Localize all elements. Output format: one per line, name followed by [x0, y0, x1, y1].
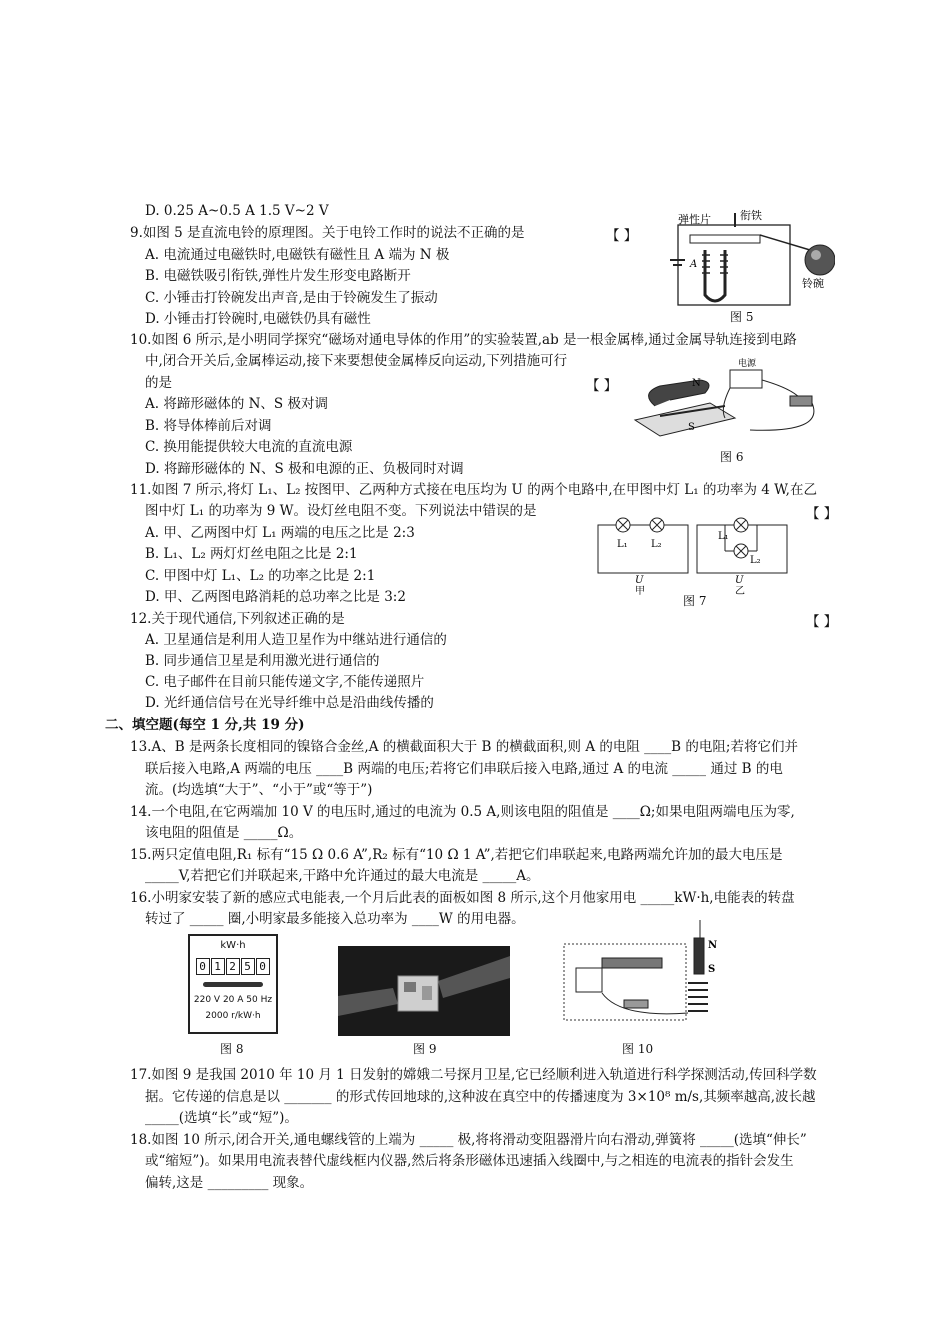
q17-line3: _____(选填“长”或“短”)。	[145, 1110, 298, 1126]
figure-8-energy-meter	[188, 934, 278, 1034]
fig8-digit: 2	[226, 958, 240, 975]
q16-line2: 转过了 _____ 圈,小明家最多能接入总功率为 ____W 的用电器。	[145, 911, 525, 927]
q11-option-a: A. 甲、乙两图中灯 L₁ 两端的电压之比是 2:3	[145, 525, 415, 541]
fig5-label-bowl: 铃碗	[802, 277, 824, 290]
figure-5-electric-bell	[660, 205, 835, 325]
figure-10-caption: 图 10	[622, 1042, 654, 1056]
q9-stem: 9.如图 5 是直流电铃的原理图。关于电铃工作时的说法不正确的是	[130, 225, 525, 241]
q12-option-a: A. 卫星通信是利用人造卫星作为中继站进行通信的	[145, 632, 447, 648]
q15-line2: _____V,若把它们并联起来,干路中允许通过的最大电流是 _____A。	[145, 868, 540, 884]
q10-stem-line3: 的是	[145, 375, 172, 391]
figure-10-solenoid-circuit	[560, 918, 730, 1030]
q13-line2: 联后接入电路,A 两端的电压 ____B 两端的电压;若将它们串联后接入电路,通过 A 的电流 _____ 通过 B 的电	[145, 761, 783, 777]
q17-line1: 17.如图 9 是我国 2010 年 10 月 1 日发射的嫦娥二号探月卫星,它已经顺利进入轨道进行科学探测活动,传回科学数	[130, 1067, 817, 1083]
fig7-yi-u: U	[735, 575, 744, 586]
q10-stem-line1: 10.如图 6 所示,是小明同学探究“磁场对通电导体的作用”的实验装置,ab 是一根金属棒,通过金属导轨连接到电路	[130, 332, 797, 348]
q8-option-d: D. 0.25 A~0.5 A 1.5 V~2 V	[145, 203, 329, 219]
q13-line3: 流。(均选填“大于”、“小于”或“等于”)	[145, 782, 373, 798]
q12-option-d: D. 光纤通信信号在光导纤维中总是沿曲线传播的	[145, 695, 434, 711]
fig7-label-jia: 甲	[635, 586, 645, 595]
q11-option-c: C. 甲图中灯 L₁、L₂ 的功率之比是 2:1	[145, 568, 376, 584]
fig7-jia-l2: L₂	[651, 539, 662, 550]
q10-stem-line2: 中,闭合开关后,金属棒运动,接下来要想使金属棒反向运动,下列措施可行	[145, 353, 568, 369]
figure-6-apparatus	[630, 358, 830, 443]
fig8-digit: 5	[241, 958, 255, 975]
fig6-label-n: N	[692, 378, 701, 389]
figure-9-caption: 图 9	[413, 1042, 437, 1056]
q10-option-c: C. 换用能提供较大电流的直流电源	[145, 439, 353, 455]
fig5-label-a: A	[690, 259, 698, 270]
fig10-label-s: S	[708, 964, 716, 975]
figure-7-circuits	[595, 515, 795, 595]
q12-option-c: C. 电子邮件在目前只能传递文字,不能传递照片	[145, 674, 425, 690]
q14-line2: 该电阻的阻值是 _____Ω。	[145, 825, 303, 841]
figure-7-caption: 图 7	[683, 594, 707, 608]
fig7-jia-u: U	[635, 575, 644, 586]
q10-option-a: A. 将蹄形磁体的 N、S 极对调	[145, 396, 328, 412]
fig5-label-spring: 弹性片	[678, 213, 711, 226]
q12-answer-bracket: 【 】	[806, 614, 838, 630]
q17-line2: 据。它传递的信息是以 _______ 的形式传回地球的,这种波在真空中的传播速度为 3×10⁸ m/s,其频率越高,波长越	[145, 1089, 816, 1105]
q13-line1: 13.A、B 是两条长度相同的镍铬合金丝,A 的横截面积大于 B 的横截面积,则 A 的电阻 ____B 的电阻;若将它们并	[130, 739, 798, 755]
figure-9-satellite-photo	[338, 946, 510, 1036]
fig8-digit: 1	[211, 958, 225, 975]
figure-8-caption: 图 8	[220, 1042, 244, 1056]
figure-5-caption: 图 5	[730, 310, 754, 324]
q11-stem-line1: 11.如图 7 所示,将灯 L₁、L₂ 按图甲、乙两种方式接在电压均为 U 的两个电路中,在甲图中灯 L₁ 的功率为 4 W,在乙	[130, 482, 817, 498]
q18-line3: 偏转,这是 _________ 现象。	[145, 1175, 314, 1191]
q15-line1: 15.两只定值电阻,R₁ 标有“15 Ω 0.6 A”,R₂ 标有“10 Ω 1 A”,若把它们串联起来,电路两端允许加的最大电压是	[130, 847, 783, 863]
q18-line2: 或“缩短”)。如果用电流表替代虚线框内仪器,然后将条形磁体迅速插入线圈中,与之相连的电流表的指针会发生	[145, 1153, 794, 1169]
fig7-yi-l1: L₁	[718, 531, 729, 542]
figure-6-caption: 图 6	[720, 450, 744, 464]
q11-option-b: B. L₁、L₂ 两灯灯丝电阻之比是 2:1	[145, 546, 358, 562]
q9-answer-bracket: 【 】	[606, 228, 638, 244]
fig6-label-power: 电源	[738, 359, 757, 369]
q10-answer-bracket: 【 】	[586, 378, 618, 394]
q12-option-b: B. 同步通信卫星是利用激光进行通信的	[145, 653, 380, 669]
fig7-jia-l1: L₁	[617, 539, 628, 550]
q9-option-a: A. 电流通过电磁铁时,电磁铁有磁性且 A 端为 N 极	[145, 247, 450, 263]
q12-stem: 12.关于现代通信,下列叙述正确的是	[130, 611, 345, 627]
fig8-revolutions: 2000 r/kW·h	[205, 1011, 261, 1021]
q10-option-d: D. 将蹄形磁体的 N、S 极和电源的正、负极同时对调	[145, 461, 464, 477]
fig7-label-yi: 乙	[735, 586, 745, 595]
q14-line1: 14.一个电阻,在它两端加 10 V 的电压时,通过的电流为 0.5 A,则该电阻的阻值是 ____Ω;如果电阻两端电压为零,	[130, 804, 795, 820]
q11-stem-line2: 图中灯 L₁ 的功率为 9 W。设灯丝电阻不变。下列说法中错误的是	[145, 503, 537, 519]
fig10-label-n: N	[708, 940, 718, 951]
fig8-rotor-disc	[203, 982, 263, 987]
fig5-label-armature: 衔铁	[740, 209, 762, 222]
q9-option-b: B. 电磁铁吸引衔铁,弹性片发生形变电路断开	[145, 268, 411, 284]
q10-option-b: B. 将导体棒前后对调	[145, 418, 272, 434]
fig6-label-s: S	[688, 422, 695, 433]
q11-option-d: D. 甲、乙两图电路消耗的总功率之比是 3:2	[145, 589, 406, 605]
section-fill-in-heading: 二、填空题(每空 1 分,共 19 分)	[105, 717, 305, 733]
fig7-yi-l2: L₂	[750, 555, 761, 566]
fig8-digit: 0	[256, 958, 270, 975]
fig8-spec: 220 V 20 A 50 Hz	[193, 995, 273, 1005]
fig8-digits	[190, 955, 276, 975]
q18-line1: 18.如图 10 所示,闭合开关,通电螺线管的上端为 _____ 极,将将滑动变阻器滑片向右滑动,弹簧将 _____(选填“伸长”	[130, 1132, 807, 1148]
q9-option-c: C. 小锤击打铃碗发出声音,是由于铃碗发生了振动	[145, 290, 438, 306]
q11-answer-bracket: 【 】	[806, 506, 838, 522]
fig8-unit: kW·h	[220, 940, 246, 951]
q16-line1: 16.小明家安装了新的感应式电能表,一个月后此表的面板如图 8 所示,这个月他家用电 _____kW·h,电能表的转盘	[130, 890, 795, 906]
q9-option-d: D. 小锤击打铃碗时,电磁铁仍具有磁性	[145, 311, 371, 327]
fig8-digit: 0	[196, 958, 210, 975]
